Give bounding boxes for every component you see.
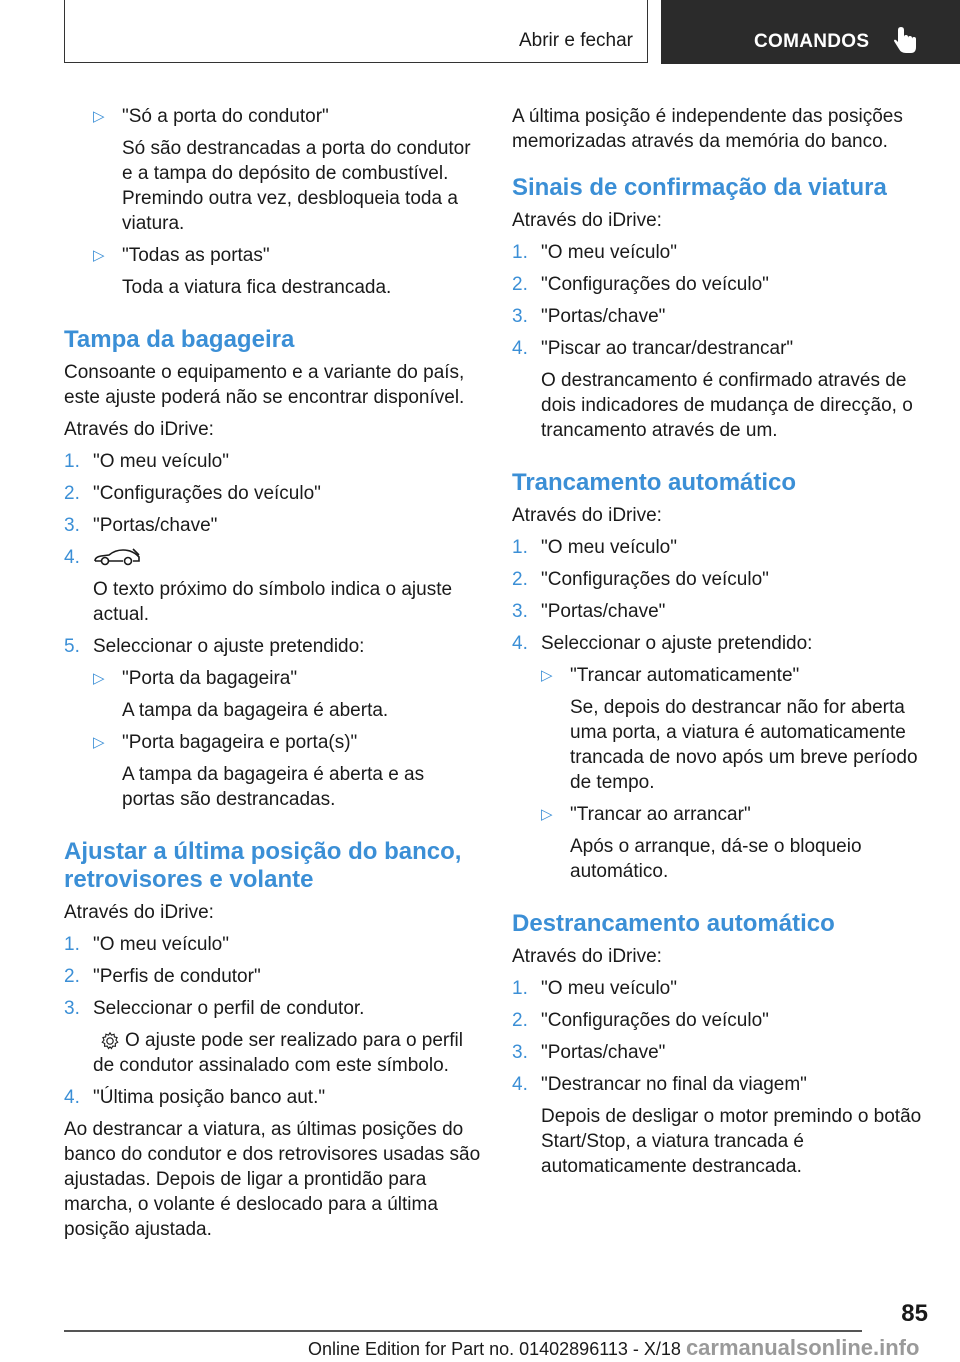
list-item: 2. "Configurações do veículo" bbox=[512, 274, 769, 295]
option-description: A tampa da bagageira é aberta e as portas são destrancadas. bbox=[122, 764, 425, 810]
list-item bbox=[512, 663, 932, 688]
list-item: 3. "Portas/chave" bbox=[512, 601, 666, 622]
header-chapter-tab bbox=[661, 0, 960, 64]
list-item bbox=[512, 802, 932, 827]
option-description: Toda a viatura fica destrancada. bbox=[122, 277, 392, 298]
section-title-last-position: Ajustar a última posição do banco, retrovisores e volante bbox=[64, 838, 462, 893]
option-label: "Só a porta do condutor" bbox=[122, 106, 329, 127]
list-item: 1. "O meu veículo" bbox=[512, 537, 677, 558]
page-number: 85 bbox=[901, 1300, 928, 1327]
list-item: 1. "O meu veículo" bbox=[512, 978, 677, 999]
section-title-tailgate: Tampa da bagageira bbox=[64, 326, 295, 353]
option-description: Se, depois do destrancar não for aberta uma porta, a viatura é automaticamente trancada de novo após um breve período de tempo. bbox=[570, 697, 918, 793]
option-label: "Porta bagageira e porta(s)" bbox=[122, 732, 358, 753]
idrive-via: Através do iDrive: bbox=[512, 210, 662, 231]
list-item: 4. "Piscar ao trancar/destrancar" bbox=[512, 338, 794, 359]
triangle-bullet-icon: ▷ bbox=[93, 734, 105, 751]
header-chapter-label: COMANDOS bbox=[754, 31, 870, 52]
step-description: O ajuste pode ser realizado para o perfil de condutor assinalado com este símbolo. bbox=[93, 1030, 463, 1076]
left-column bbox=[64, 104, 482, 1249]
list-item: 3. Seleccionar o perfil de condutor. bbox=[64, 998, 365, 1019]
watermark-text: carmanualsonline.info bbox=[685, 1335, 920, 1360]
list-item: 4. bbox=[64, 545, 482, 570]
idrive-via: Através do iDrive: bbox=[64, 419, 214, 440]
list-item: 3. "Portas/chave" bbox=[64, 515, 218, 536]
edition-text: Online Edition for Part no. 01402896113 - X/18 bbox=[308, 1339, 681, 1359]
triangle-bullet-icon: ▷ bbox=[541, 806, 553, 823]
list-item: 5. Seleccionar o ajuste pretendido: bbox=[64, 636, 365, 657]
list-item: 3. "Portas/chave" bbox=[512, 1042, 666, 1063]
list-item: 2. "Configurações do veículo" bbox=[64, 483, 321, 504]
option-label: "Trancar ao arrancar" bbox=[570, 804, 751, 825]
section-title-auto-lock: Trancamento automático bbox=[512, 469, 797, 496]
triangle-bullet-icon: ▷ bbox=[93, 670, 105, 687]
list-item: 1. "O meu veículo" bbox=[64, 451, 229, 472]
header-section-title: Abrir e fechar bbox=[518, 30, 633, 51]
list-item: 2. "Configurações do veículo" bbox=[512, 569, 769, 590]
section-intro: Consoante o equipamento e a variante do país, este ajuste poderá não se encontrar disponível. bbox=[64, 362, 465, 408]
option-label: "Todas as portas" bbox=[122, 245, 270, 266]
list-item: 2. "Perfis de condutor" bbox=[64, 966, 261, 987]
list-item: 1. "O meu veículo" bbox=[512, 242, 677, 263]
option-description: A tampa da bagageira é aberta. bbox=[122, 700, 389, 721]
list-item bbox=[64, 104, 482, 129]
section-intro: A última posição é independente das posições memorizadas através da memória do banco. bbox=[512, 106, 903, 152]
option-description: Após o arranque, dá-se o bloqueio automático. bbox=[570, 836, 862, 882]
step-description: O texto próximo do símbolo indica o ajuste actual. bbox=[93, 579, 453, 625]
list-item bbox=[64, 730, 482, 755]
list-item bbox=[64, 666, 482, 691]
triangle-bullet-icon: ▷ bbox=[93, 247, 105, 264]
list-item: 3. "Portas/chave" bbox=[512, 306, 666, 327]
triangle-bullet-icon: ▷ bbox=[541, 667, 553, 684]
list-item: 4. "Destrancar no final da viagem" bbox=[512, 1074, 807, 1095]
header-section-box bbox=[64, 0, 648, 63]
right-column bbox=[512, 104, 932, 1186]
hand-pointer-icon bbox=[893, 26, 919, 54]
option-label: "Trancar automaticamente" bbox=[570, 665, 800, 686]
list-item: 1. "O meu veículo" bbox=[64, 934, 229, 955]
section-title-confirmation: Sinais de confirmação da viatura bbox=[512, 174, 887, 201]
step-description: O destrancamento é confirmado através de dois indicadores de mudança de direcção, o trancamento através de um. bbox=[541, 370, 913, 441]
idrive-via: Através do iDrive: bbox=[64, 902, 214, 923]
list-item: 4. "Última posição banco aut." bbox=[64, 1087, 326, 1108]
option-label: "Porta da bagageira" bbox=[122, 668, 298, 689]
gear-icon bbox=[99, 1031, 121, 1051]
car-outline-icon bbox=[93, 547, 141, 569]
idrive-via: Através do iDrive: bbox=[512, 505, 662, 526]
list-item bbox=[64, 243, 482, 268]
step-description: Depois de desligar o motor premindo o botão Start/Stop, a viatura trancada é automaticamente destrancada. bbox=[541, 1106, 922, 1177]
option-description: Só são destrancadas a porta do condutor e a tampa do depósito de combustível. Premindo outra vez, desbloqueia toda a viatura. bbox=[122, 138, 471, 234]
page-header bbox=[64, 0, 960, 64]
list-item: 2. "Configurações do veículo" bbox=[512, 1010, 769, 1031]
triangle-bullet-icon: ▷ bbox=[93, 108, 105, 125]
list-item: 4. Seleccionar o ajuste pretendido: bbox=[512, 633, 813, 654]
footer-edition bbox=[308, 1335, 919, 1362]
section-outro: Ao destrancar a viatura, as últimas posições do banco do condutor e dos retrovisores usadas são ajustadas. Depois de ligar a prontidão para marcha, o volante é deslocado para a última posição ajustada. bbox=[64, 1119, 481, 1240]
idrive-via: Através do iDrive: bbox=[512, 946, 662, 967]
section-title-auto-unlock: Destrancamento automático bbox=[512, 910, 835, 937]
footer-divider bbox=[64, 1330, 862, 1332]
